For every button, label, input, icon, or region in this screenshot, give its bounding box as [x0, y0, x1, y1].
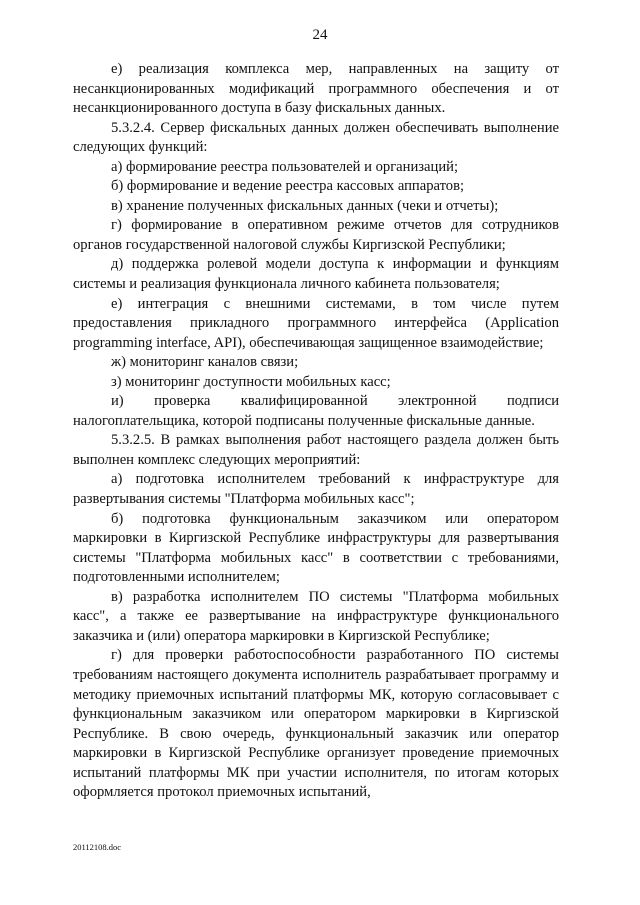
- list-item-development: в) разработка исполнителем ПО системы "Платформа мобильных касс", а также ее развертывание на инфраструктуре функционального заказчика и (или) оператора маркировки в Киргизской Республике;: [73, 588, 559, 644]
- list-item-signature-check: и) проверка квалифицированной электронной подписи налогоплательщика, которой подписаны полученные фискальные данные.: [73, 393, 559, 429]
- list-item-infrastructure-requirements: а) подготовка исполнителем требований к инфраструктуре для развертывания системы "Платформа мобильных касс";: [73, 471, 559, 508]
- list-item-data-storage: в) хранение полученных фискальных данных (чеки и отчеты);: [111, 197, 499, 214]
- section-5-3-2-4-heading: 5.3.2.4. Сервер фискальных данных должен обеспечивать выполнение следующих функций:: [73, 119, 559, 156]
- document-body: [73, 60, 559, 803]
- paragraph-protection: е) реализация комплекса мер, направленных на защиту от несанкционированных модификаций программного обеспечения и от несанкционированного доступа в базу фискальных данных.: [73, 61, 559, 117]
- list-item-registry-users: а) формирование реестра пользователей и организаций;: [111, 158, 459, 175]
- footer-document-id: 20112108.doc: [73, 842, 122, 852]
- list-item-integration: е) интеграция с внешними системами, в том числе путем предоставления прикладного программного интерфейса (Application programming interface, API), обеспечивающая защищенное взаимодействие;: [73, 295, 559, 351]
- list-item-role-model: д) поддержка ролевой модели доступа к информации и функциям системы и реализация функционала личного кабинета пользователя;: [73, 256, 559, 293]
- section-5-3-2-5-heading: 5.3.2.5. В рамках выполнения работ настоящего раздела должен быть выполнен комплекс следующих мероприятий:: [73, 432, 559, 468]
- list-item-infrastructure-preparation: б) подготовка функциональным заказчиком или оператором маркировки в Киргизской Республике инфраструктуры для развертывания системы "Платформа мобильных касс" в соответствии с требованиями, подготовленными исполнителем;: [73, 510, 559, 586]
- list-item-channel-monitoring: ж) мониторинг каналов связи;: [111, 354, 299, 371]
- list-item-registry-cash-registers: б) формирование и ведение реестра кассовых аппаратов;: [111, 178, 465, 195]
- page-number: 24: [312, 27, 328, 43]
- list-item-cash-availability: з) мониторинг доступности мобильных касс;: [111, 373, 391, 390]
- list-item-acceptance-testing: г) для проверки работоспособности разработанного ПО системы требованиям настоящего документа исполнитель разрабатывает программу и методику приемочных испытаний платформы МК, которую согласовывает с функциональным заказчиком или оператором маркировки в Киргизской Республике. В свою очередь, функциональный заказчик или оператор маркировки в Киргизской Республике организует проведение приемочных испытаний платформы МК при участии исполнителя, по итогам которых оформляется протокол приемочных испытаний,: [73, 647, 559, 801]
- list-item-reports: г) формирование в оперативном режиме отчетов для сотрудников органов государственной налоговой службы Киргизской Республики;: [73, 217, 559, 253]
